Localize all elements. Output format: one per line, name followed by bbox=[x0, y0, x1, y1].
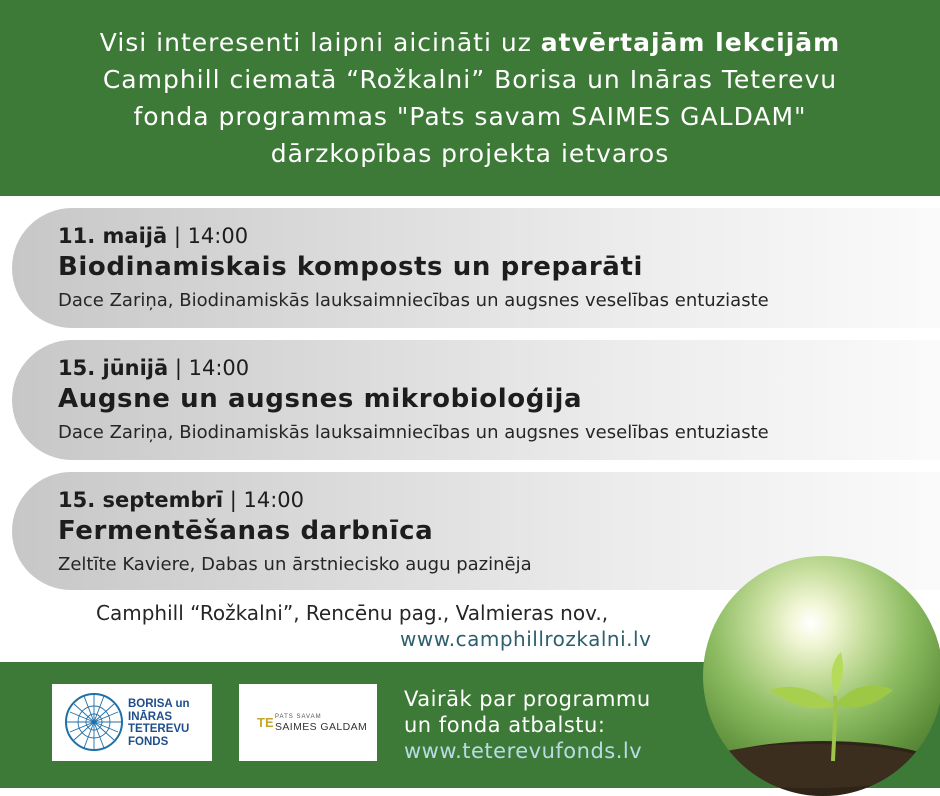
event-date bbox=[58, 356, 249, 380]
header-line-1-bold: atvērtajām lekcijām bbox=[540, 28, 841, 57]
logo-line: TETEREVU bbox=[128, 723, 190, 735]
logo-line: INĀRAS bbox=[128, 710, 173, 723]
event-date bbox=[58, 224, 248, 248]
event-title: Fermentēšanas darbnīca bbox=[58, 516, 434, 546]
event-date bbox=[58, 488, 304, 512]
footer-text-line-1: Vairāk par programmu bbox=[404, 687, 651, 711]
camphill-website-link[interactable]: www.camphillrozkalni.lv bbox=[400, 627, 652, 651]
footer-text-line-2: un fonda atbalstu: bbox=[404, 713, 606, 737]
event-date-day: 15. jūnijā bbox=[58, 356, 169, 380]
event-date-day: 15. septembrī bbox=[58, 488, 224, 512]
teterevufonds-website-link[interactable]: www.teterevufonds.lv bbox=[404, 739, 643, 763]
event-date-day: 11. maijā bbox=[58, 224, 168, 248]
event-title: Augsne un augsnes mikrobioloģija bbox=[58, 384, 583, 414]
seedling-icon bbox=[703, 556, 940, 796]
event-speaker: Zeltīte Kaviere, Dabas un ārstniecisko augu pazinēja bbox=[58, 554, 532, 575]
event-title: Biodinamiskais komposts un preparāti bbox=[58, 252, 643, 282]
header-line-3: fonda programmas "Pats savam SAIMES GALDAM" bbox=[133, 102, 807, 131]
seedling-photo bbox=[703, 556, 940, 796]
event-speaker: Dace Zariņa, Biodinamiskās lauksaimniecības un augsnes veselības entuziaste bbox=[58, 290, 769, 311]
saimes-galdam-logo-big: SAIMES GALDAM bbox=[275, 721, 368, 733]
teterevu-fonds-logo[interactable] bbox=[52, 684, 212, 761]
location-address: Camphill “Rožkalni”, Rencēnu pag., Valmieras nov., bbox=[96, 601, 609, 625]
header-line-1 bbox=[0, 24, 940, 61]
logo-line: FONDS bbox=[128, 735, 169, 748]
event-time: | 14:00 bbox=[223, 488, 304, 512]
header-banner bbox=[0, 0, 940, 196]
event-card-2 bbox=[12, 340, 940, 460]
footer-info bbox=[404, 686, 651, 764]
header-line-4: dārzkopības projekta ietvaros bbox=[270, 139, 670, 168]
te-mark-icon: TE bbox=[257, 715, 274, 730]
saimes-galdam-logo-small: PATS SAVAM bbox=[275, 714, 322, 720]
header-line-1-text: Visi interesenti laipni aicināti uz bbox=[99, 28, 541, 57]
event-time: | 14:00 bbox=[167, 224, 249, 248]
teterevu-fonds-logo-text bbox=[128, 698, 190, 748]
header-line-2: Camphill ciematā “Rožkalni” Borisa un Ināras Teterevu bbox=[102, 65, 838, 94]
event-time: | 14:00 bbox=[168, 356, 250, 380]
network-globe-icon bbox=[62, 690, 126, 754]
logo-line: BORISA un bbox=[128, 698, 190, 710]
event-card-1 bbox=[12, 208, 940, 328]
saimes-galdam-logo[interactable] bbox=[239, 684, 377, 761]
event-speaker: Dace Zariņa, Biodinamiskās lauksaimniecības un augsnes veselības entuziaste bbox=[58, 422, 769, 443]
